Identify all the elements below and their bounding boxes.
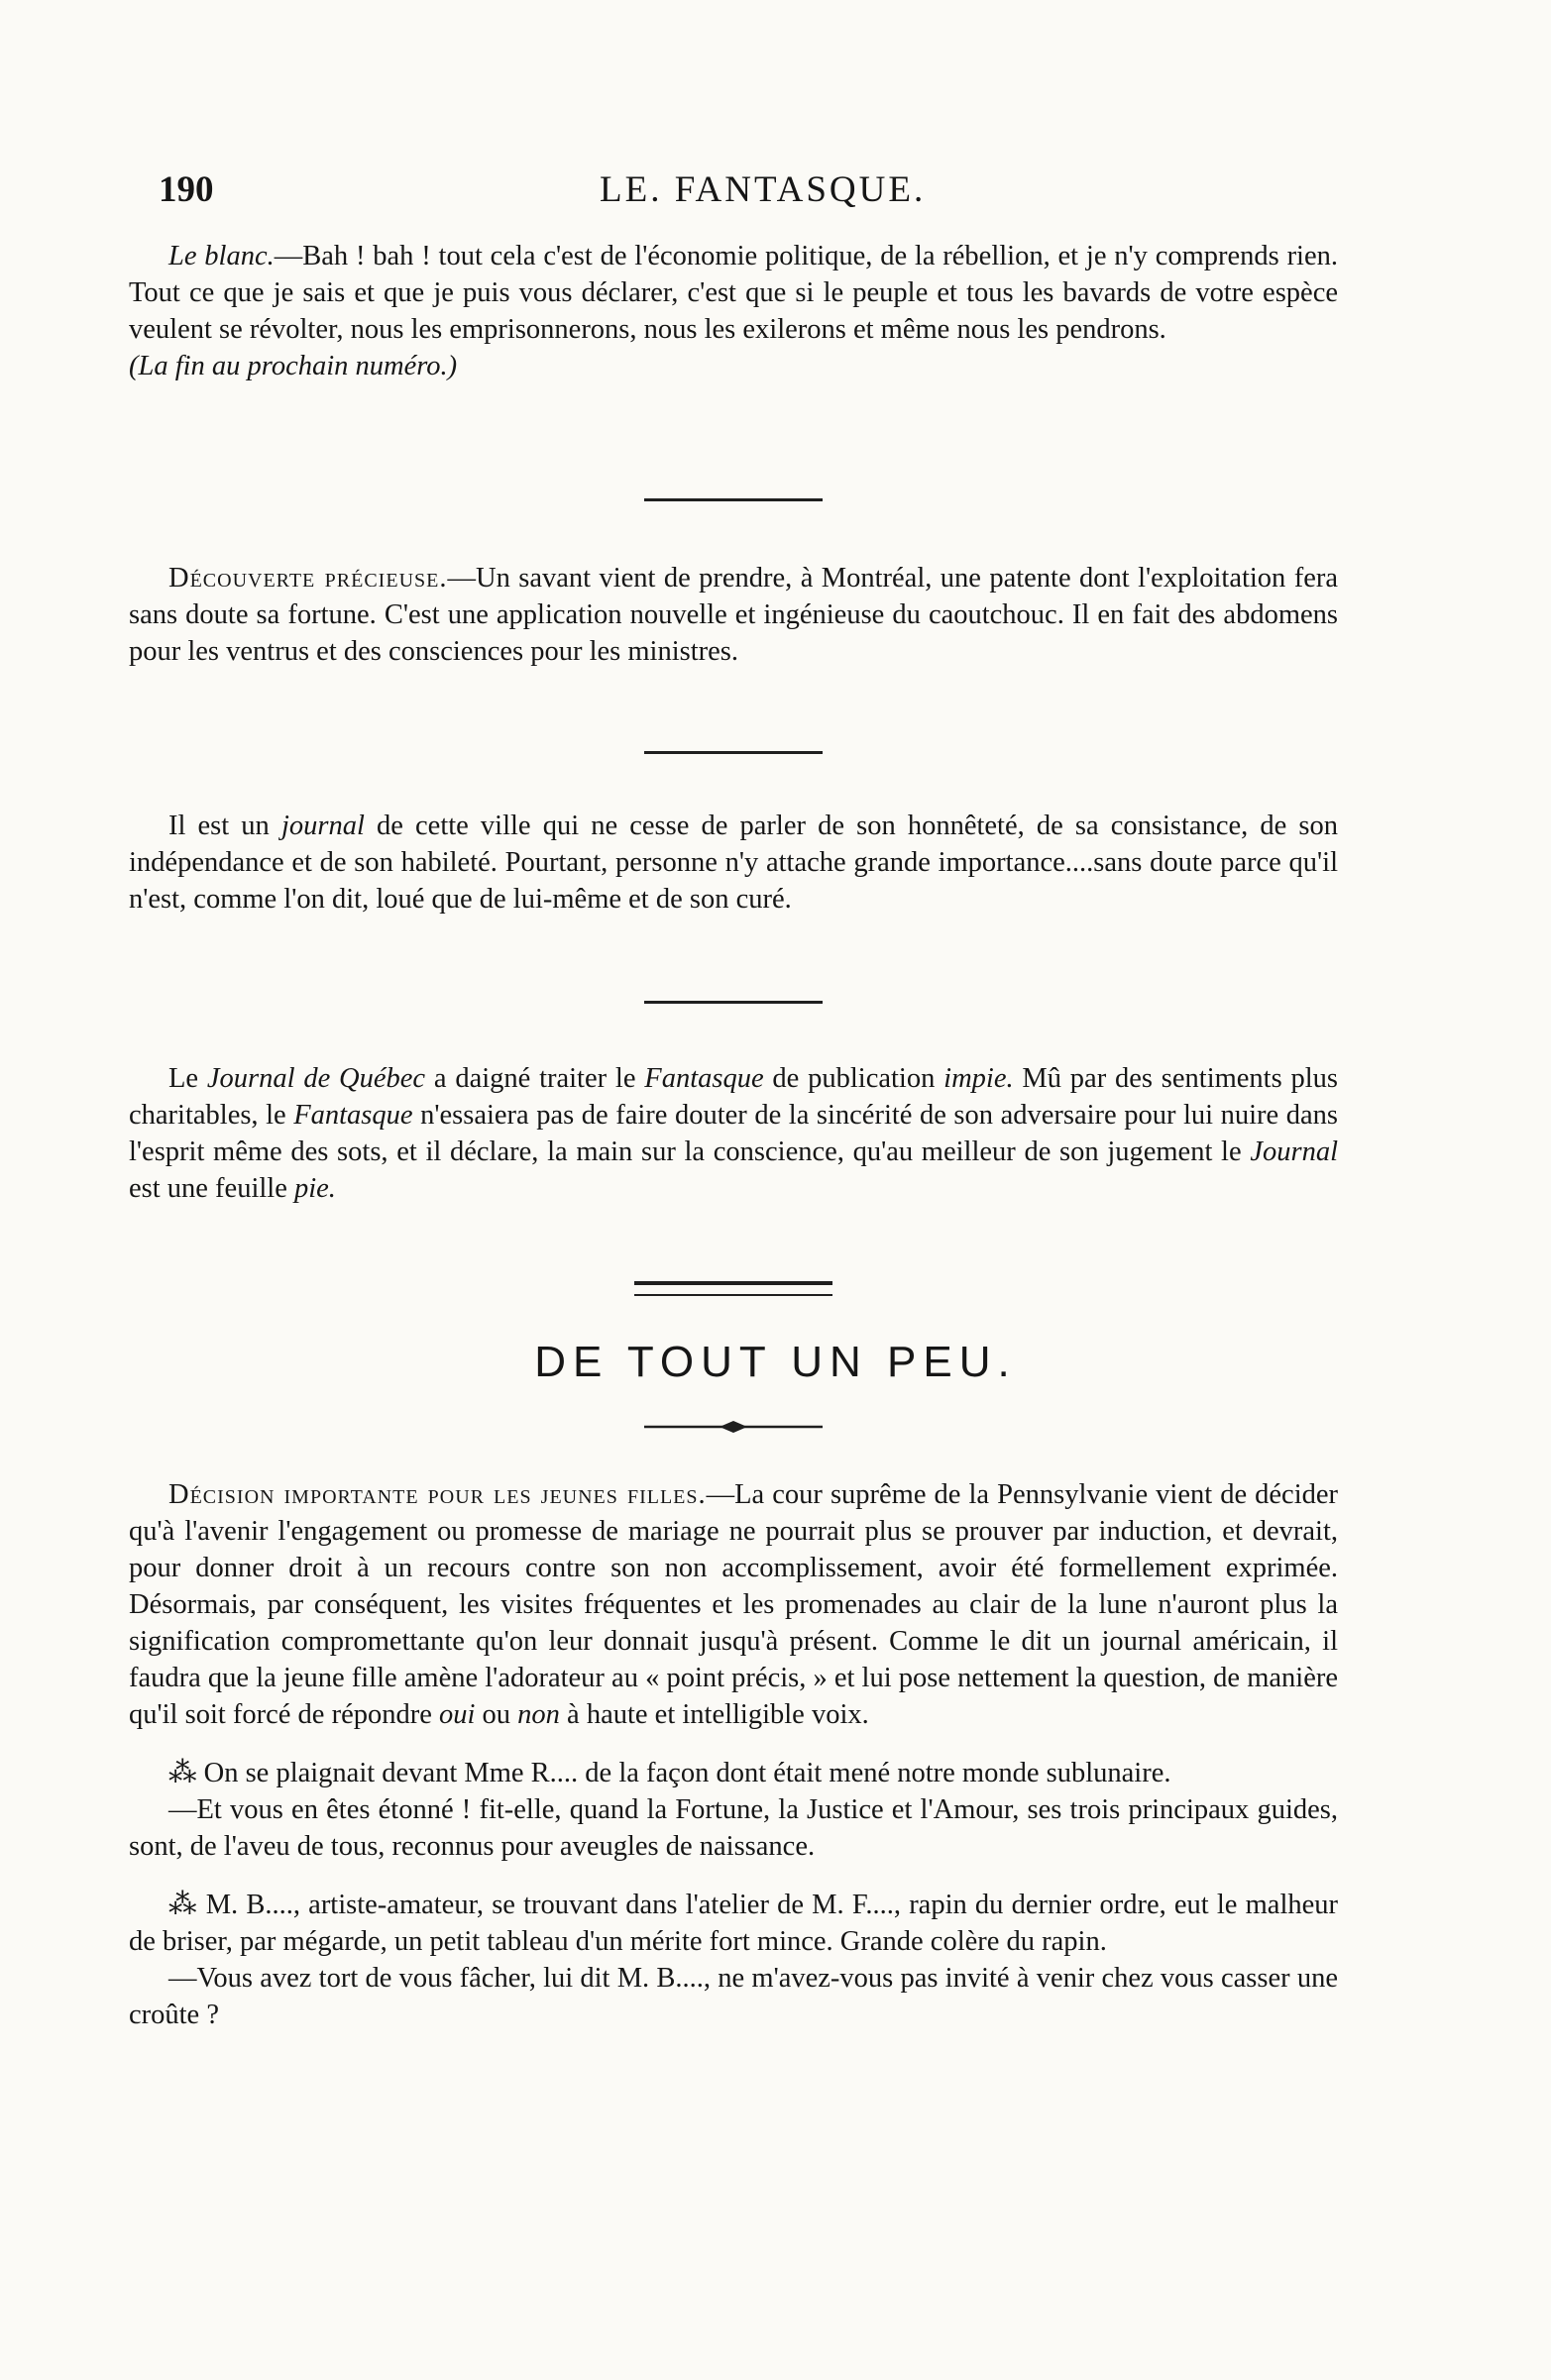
dialogue-section — [129, 238, 1338, 384]
text-run: est une feuille — [129, 1173, 294, 1204]
running-title: LE. FANTASQUE. — [600, 169, 927, 210]
emphasis: Journal — [1250, 1136, 1338, 1167]
page-header — [159, 168, 1343, 228]
continued-note: (La fin au prochain numéro.) — [129, 351, 458, 381]
page-number: 190 — [159, 169, 214, 210]
item-decision — [129, 1476, 1338, 2033]
item-text-before: Il est un — [168, 811, 281, 841]
item-text: —Un savant vient de prendre, à Montréal, une patente dont l'exploitation fera sans doute sa fortune. C'est une application nouvelle et ingénieuse du caoutchouc. Il en fait des abdomens pour les ventrus et des consciences pour les ministres. — [129, 563, 1338, 667]
anecdote-reply: —Et vous en êtes étonné ! fit-elle, quand la Fortune, la Justice et l'Amour, ses trois principaux guides, sont, de l'aveu de tous, reconnus pour aveugles de naissance. — [129, 1794, 1338, 1862]
anecdote-paragraph — [129, 1887, 1338, 1960]
text-run: à haute et intelligible voix. — [559, 1699, 869, 1730]
text-run: Le — [168, 1063, 207, 1094]
emphasis: non — [517, 1699, 560, 1730]
item-lead: Découverte précieuse. — [168, 563, 448, 594]
anecdote-reply: —Vous avez tort de vous fâcher, lui dit M. B...., ne m'avez-vous pas invité à venir chez vous casser une croûte ? — [129, 1963, 1338, 2030]
text-run: a daigné traiter le — [425, 1063, 645, 1094]
text-run: —La cour suprême de la Pennsylvanie vient de décider qu'à l'avenir l'engagement ou promesse de mariage ne pourrait plus se prouver par induction, et devrait, pour donner droit à un recours contre son non accomplissement, avoir été formellement exprimée. Désormais, par conséquent, les visites fréquentes et les promenades au clair de la lune n'auront plus la signification compromettante qu'on leur donnait jusqu'à présent. Comme le dit un journal américain, il faudra que la jeune fille amène l'adorateur au « point précis, » et lui pose nettement la question, de manière qu'il soit forcé de répondre — [129, 1479, 1339, 1730]
item-emphasis: journal — [280, 811, 365, 841]
separator-rule — [644, 498, 823, 501]
asterism-icon: ⁂ — [168, 1890, 198, 1920]
decision-paragraph — [129, 1476, 1338, 1733]
item-paragraph — [129, 560, 1338, 670]
speaker-label: Le blanc. — [168, 241, 275, 271]
text-run: Mû par des sentiments plus charitables, le — [129, 1063, 1338, 1131]
anecdote-text: On se plaignait devant Mme R.... de la façon dont était mené notre monde sublunaire. — [196, 1758, 1171, 1788]
emphasis: impie. — [943, 1063, 1014, 1094]
ornamental-rule-icon — [644, 1420, 823, 1434]
asterism-icon: ⁂ — [168, 1758, 197, 1788]
section-divider — [634, 1281, 832, 1296]
item-paragraph — [129, 808, 1338, 918]
journal-paragraph — [129, 1060, 1338, 1207]
emphasis: Fantasque — [644, 1063, 764, 1094]
separator-rule — [644, 1001, 823, 1004]
text-run: ou — [475, 1699, 518, 1730]
text-run: de publication — [763, 1063, 944, 1094]
emphasis: pie. — [293, 1173, 336, 1204]
item-journal — [129, 808, 1338, 918]
emphasis: Fantasque — [293, 1100, 413, 1131]
anecdote-text: M. B...., artiste-amateur, se trouvant dans l'atelier de M. F...., rapin du dernier ordre, eut le malheur de briser, par mégarde, un petit tableau d'un mérite fort mince. Grande colère du rapin. — [129, 1890, 1338, 1957]
emphasis: oui — [439, 1699, 476, 1730]
section-title: DE TOUT UN PEU. — [534, 1338, 1017, 1386]
dialogue-paragraph — [129, 238, 1338, 348]
item-text-after: de cette ville qui ne cesse de parler de son honnêteté, de sa consistance, de son indépendance et de son habileté. Pourtant, personne n'y attache grande importance....sans doute parce qu'il n'est, comme l'on dit, loué que de lui-même et de son curé. — [129, 811, 1338, 915]
separator-rule — [644, 751, 823, 754]
dialogue-text: —Bah ! bah ! tout cela c'est de l'économie politique, de la rébellion, et je n'y comprends rien. Tout ce que je sais et que je puis vous déclarer, c'est que si le peuple et tous les bavards de votre espèce veulent se révolter, nous les emprisonnerons, nous les exilerons et même nous les pendrons. — [129, 241, 1339, 345]
item-journal-de-quebec — [129, 1060, 1338, 1207]
item-decouverte — [129, 560, 1338, 670]
text-run: n'essaiera pas de faire douter de la sincérité de son adversaire pour lui nuire dans l'esprit même des sots, et il déclare, la main sur la conscience, qu'au meilleur de son jugement le — [129, 1100, 1338, 1167]
anecdote-paragraph — [129, 1755, 1338, 1791]
emphasis: Journal de Québec — [206, 1063, 426, 1094]
decision-lead: Décision importante pour les jeunes filles. — [168, 1479, 707, 1510]
